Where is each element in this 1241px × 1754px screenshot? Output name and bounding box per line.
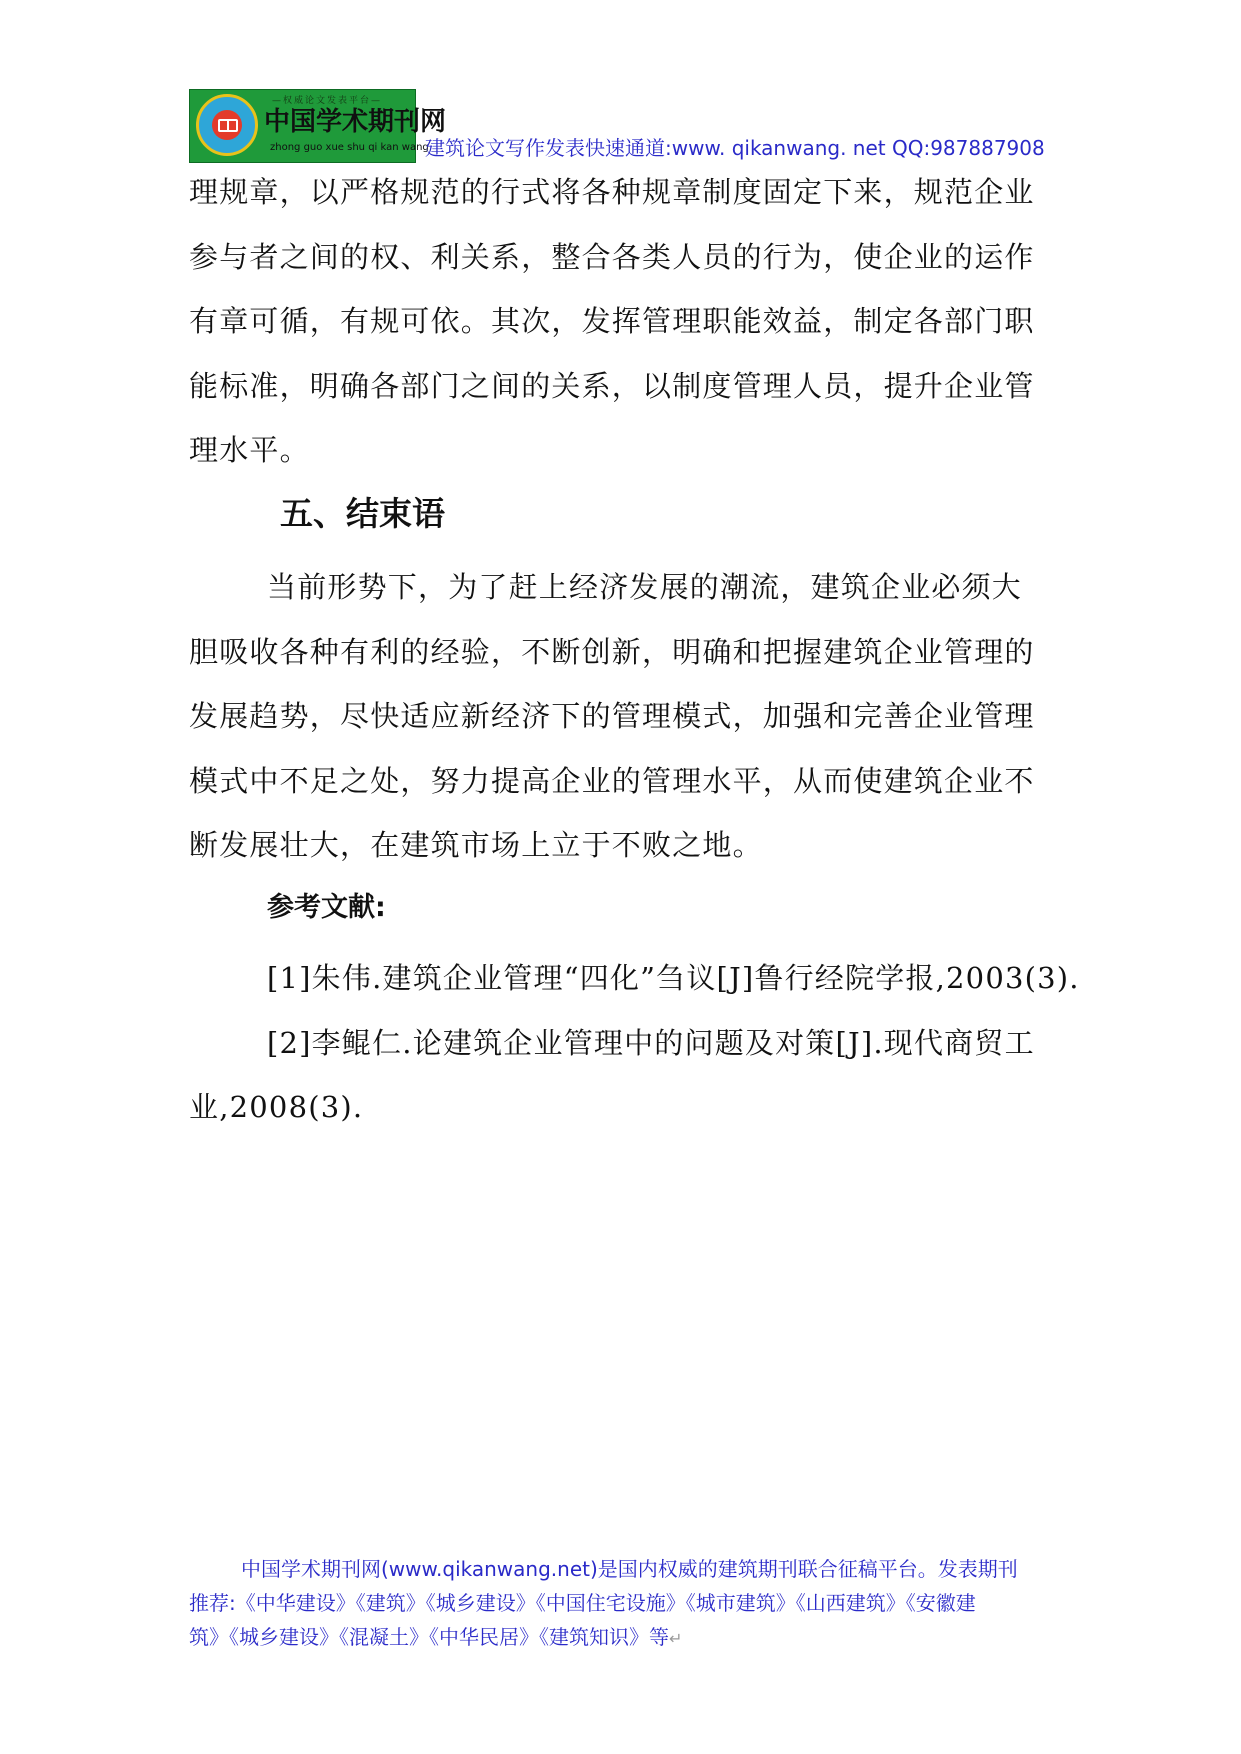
text-line: 模式中不足之处，努力提高企业的管理水平，从而使建筑企业不 — [189, 763, 1035, 798]
book-icon — [218, 119, 238, 132]
seal-icon — [196, 94, 258, 156]
text-line: 当前形势下，为了赶上经济发展的潮流，建筑企业必须大 — [267, 570, 1023, 604]
footer-line: 中国学术期刊网(www.qikanwang.net)是国内权威的建筑期刊联合征稿平台。发表期刊 — [241, 1557, 1018, 1581]
references-heading: 参考文献: — [267, 892, 386, 923]
site-logo — [189, 89, 447, 163]
header-tagline: 建筑论文写作发表快速通道:www. qikanwang. net QQ:987887908 — [425, 136, 1045, 160]
page-header — [189, 89, 1069, 161]
text-line: 有章可循，有规可依。其次，发挥管理职能效益，制定各部门职 — [189, 304, 1035, 338]
references-list — [189, 946, 1080, 1140]
logo-name: 中国学术期刊网 — [264, 107, 447, 137]
logo-pinyin: zhong guo xue shu qi kan wang — [270, 142, 429, 153]
text-line: 断发展壮大，在建筑市场上立于不败之地。 — [189, 828, 763, 862]
paragraph-mark-icon: ↵ — [669, 1629, 683, 1648]
conclusion-paragraph — [189, 555, 1059, 878]
section-heading: 五、结束语 — [280, 494, 445, 533]
footer-line: 推荐:《中华建设》《建筑》《城乡建设》《中国住宅设施》《城市建筑》《山西建筑》《安徽建 — [189, 1591, 976, 1615]
paragraph-continued — [189, 160, 1059, 483]
text-line: 理水平。 — [189, 433, 310, 467]
footer-line-text: 筑》《城乡建设》《混凝土》《中华民居》《建筑知识》等 — [189, 1625, 669, 1649]
text-line: 理规章，以严格规范的行式将各种规章制度固定下来，规范企业 — [189, 175, 1035, 209]
text-line: 能标准，明确各部门之间的关系，以制度管理人员，提升企业管 — [189, 368, 1035, 403]
page-footer — [189, 1552, 1059, 1656]
text-line: 参与者之间的权、利关系，整合各类人员的行为，使企业的运作 — [189, 239, 1035, 274]
reference-item: [1]朱伟.建筑企业管理“四化”刍议[J]鲁行经院学报,2003(3). — [267, 961, 1080, 995]
reference-item: [2]李鲲仁.论建筑企业管理中的问题及对策[J].现代商贸工 — [267, 1025, 1035, 1060]
text-line: 发展趋势，尽快适应新经济下的管理模式，加强和完善企业管理 — [189, 699, 1035, 733]
logo-slogan: —权威论文发表平台— — [272, 96, 383, 106]
reference-item-continued: 业,2008(3). — [189, 1090, 364, 1124]
footer-line-last — [189, 1620, 1059, 1656]
text-line: 胆吸收各种有利的经验，不断创新，明确和把握建筑企业管理的 — [189, 634, 1035, 669]
